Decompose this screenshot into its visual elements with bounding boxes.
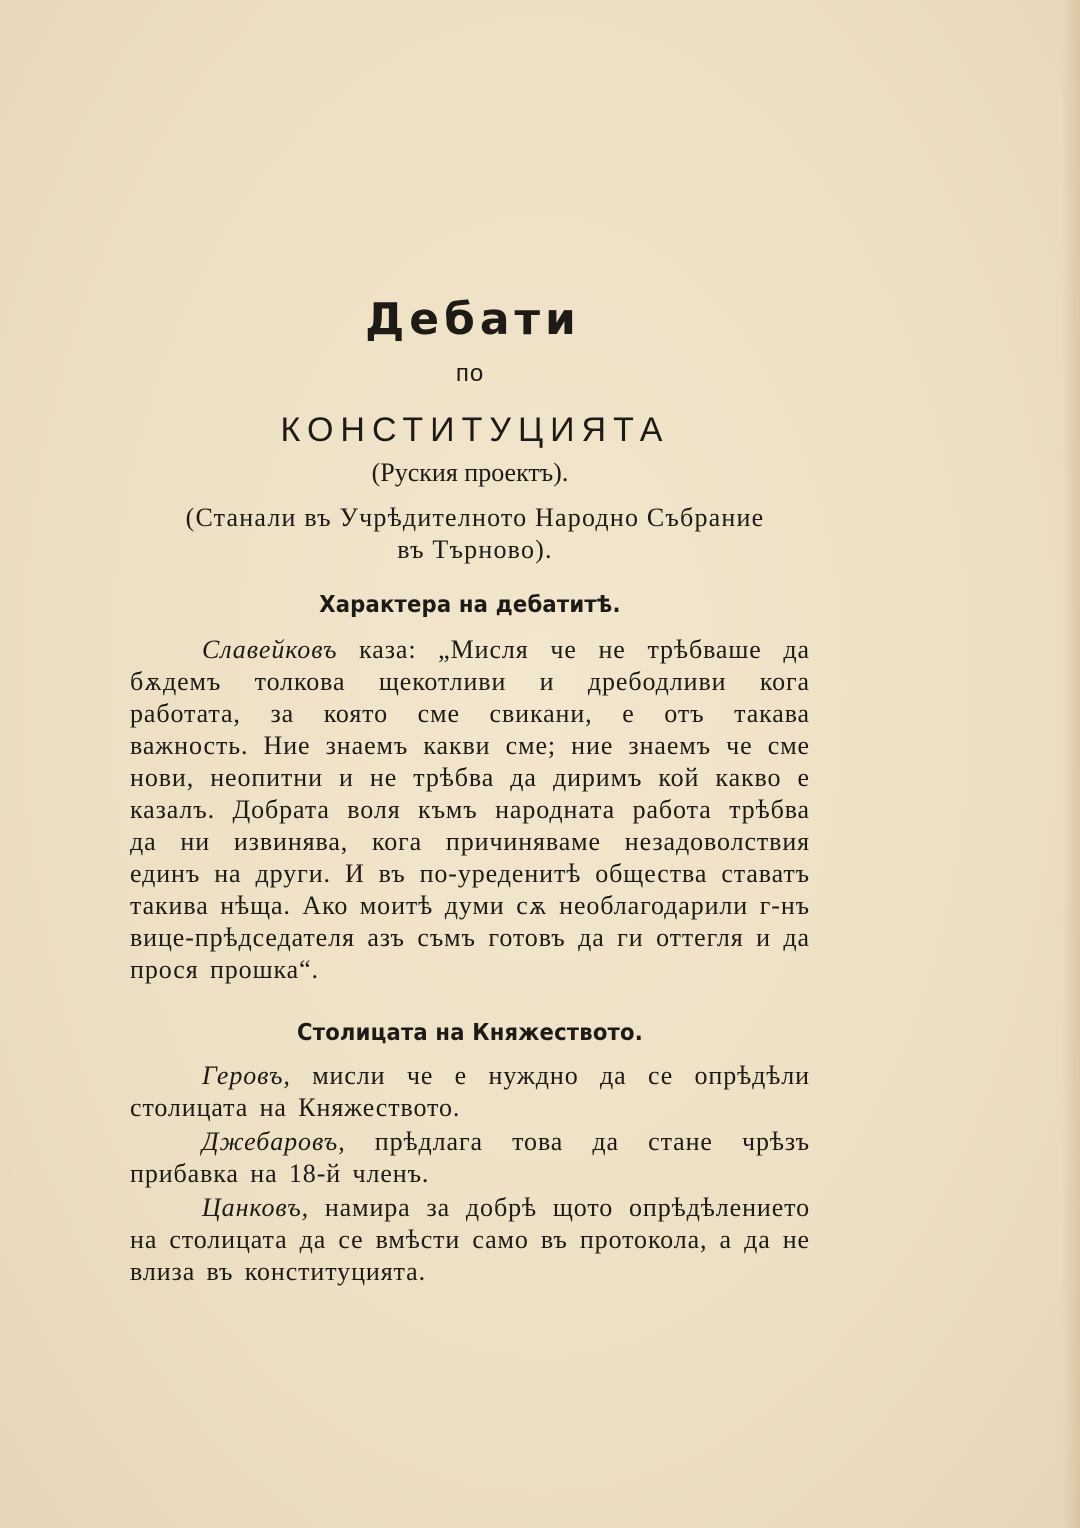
speaker-name: Славейковъ [202, 635, 338, 664]
draft-note: (Руския проектъ). [371, 458, 569, 487]
venue-line-2: въ Търново). [397, 535, 553, 564]
page-gutter-shadow [1062, 0, 1080, 1528]
page-title: Дебати [365, 294, 581, 345]
paragraph-slaveykov [130, 634, 810, 986]
paragraph-text: мисли че е нуждно да се опрѣдѣли столицата на Княжеството. [130, 1061, 810, 1122]
venue-note [130, 502, 810, 566]
paragraph-dzhebarov [130, 1126, 810, 1190]
paragraph-text: каза: „Мисля че не трѣбваше да бѫдемъ толкова щекотливи и дребодливи кога работата, за която сме свикани, е отъ такава важность. Ние знаемъ какви сме; ние знаемъ че сме нови, неопитни и не трѣбва да диримъ кой какво е казалъ. Добрата воля къмъ народната работа трѣбва да ни извинява, кога причиняваме незадоволствия единъ на други. И въ по-уреденитѣ общества ставатъ такива нѣща. Ако моитѣ думи сѫ необлагодарили г-нъ вице-прѣдседателя азъ съмъ готовъ да ги оттегля и да прося прошка“. [130, 635, 810, 984]
page-text-block [130, 290, 810, 1288]
paragraph-tsankov [130, 1192, 810, 1288]
venue-line-1: (Станали въ Учрѣдителното Народно Събрание [185, 503, 765, 532]
speaker-name: Цанковъ, [202, 1193, 309, 1222]
paragraph-text: прѣдлага това да стане чрѣзъ прибавка на 18-й членъ. [130, 1127, 810, 1188]
title-connector: по [455, 360, 485, 387]
speaker-name: Геровъ, [202, 1061, 291, 1090]
paragraph-gerov [130, 1060, 810, 1124]
section-heading-capital: Столицата на Княжеството. [297, 1020, 643, 1046]
section-heading-debates-character: Характера на дебатитѣ. [319, 592, 621, 618]
paragraph-text: намира за добрѣ щото опрѣдѣлението на столицата да се вмѣсти само въ протокола, а да не влиза въ конституцията. [130, 1193, 810, 1286]
speaker-name: Джебаровъ, [202, 1127, 346, 1156]
page-subject: КОНСТИТУЦИЯТА [280, 411, 670, 449]
